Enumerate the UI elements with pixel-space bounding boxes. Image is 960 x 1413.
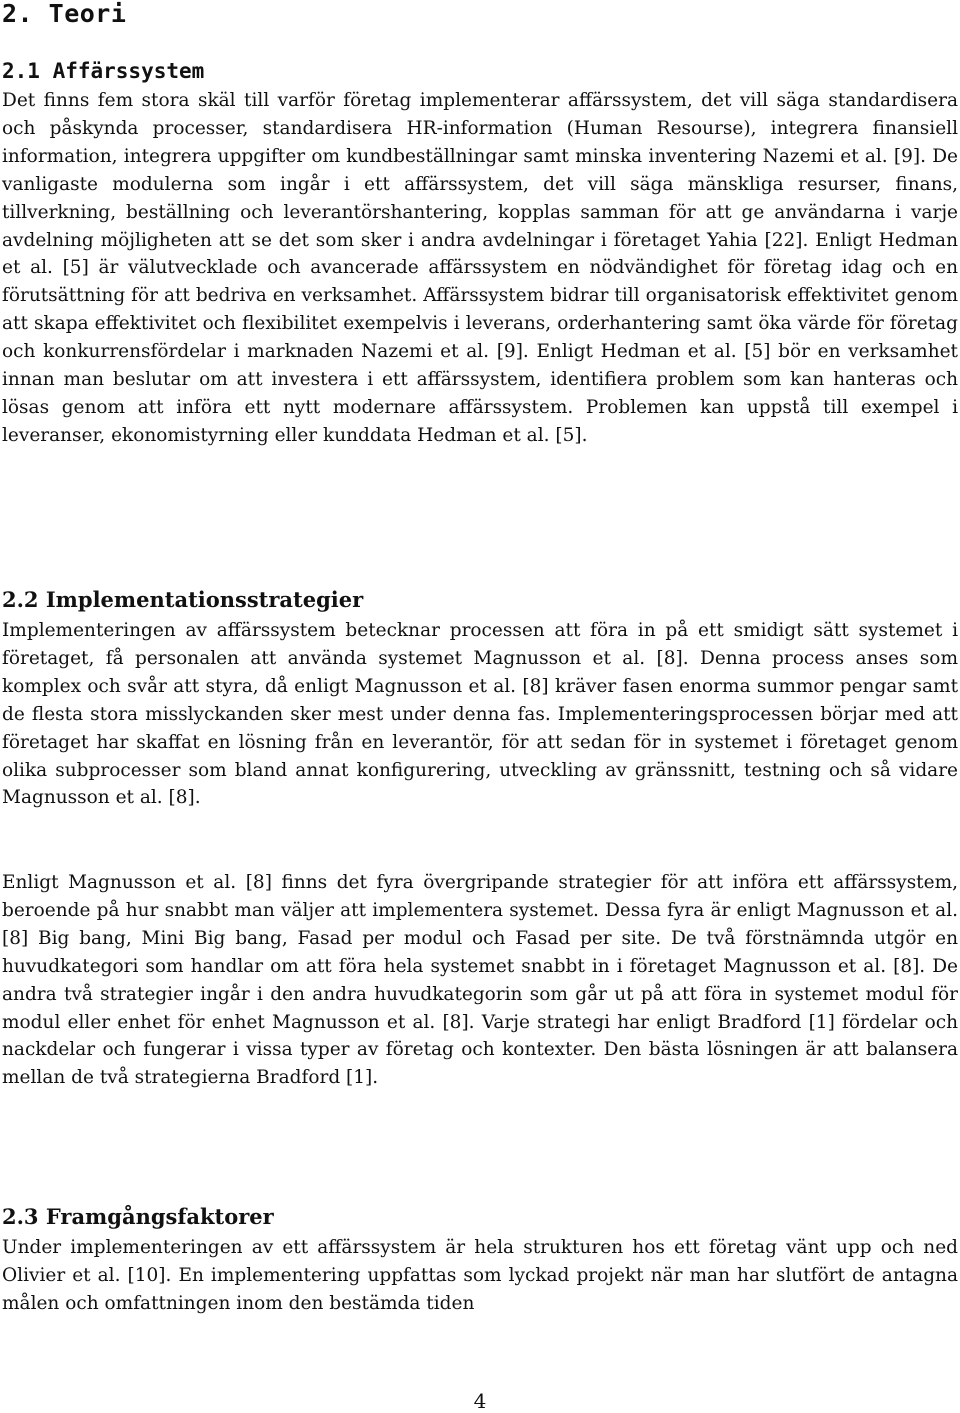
chapter-title: 2. Teori <box>2 0 127 28</box>
paragraph-affarssystem: Det finns fem stora skäl till varför företag implementerar affärssystem, det vill säga standardisera och påskynda processer, standardisera HR-information (Human Resourse), integrera finansiell information, integrera uppgifter om kundbeställningar samt minska inventering Nazemi et al. [9]. De vanligaste modulerna som ingår i ett affärssystem, det vill säga mänskliga resurser, finans, tillverkning, beställning och leverantörshantering, kopplas samman för att ge användarna i varje avdelning möjligheten att se det som sker i andra avdelningar i företaget Yahia [22]. Enligt Hedman et al. [5] är välutvecklade och avancerade affärssystem en nödvändighet för företag idag och en förutsättning för att bedriva en verksamhet. Affärssystem bidrar till organisatorisk effektivitet genom att skapa effektivitet och flexibilitet exempelvis i leverans, orderhantering samt öka värde för företag och konkurrensfördelar i marknaden Nazemi et al. [9]. Enligt Hedman et al. [5] bör en verksamhet innan man beslutar om att investera i ett affärssystem, identifiera problem som kan hanteras och lösas genom att införa ett nytt modernare affärssystem. Problemen kan uppstå till exempel i leveranser, ekonomistyrning eller kunddata Hedman et al. [5]. <box>2 90 958 446</box>
section-title-implementationsstrategier: 2.2 Implementationsstrategier <box>2 587 364 612</box>
paragraph-framgangsfaktorer: Under implementeringen av ett affärssystem är hela strukturen hos ett företag vänt upp och ned Olivier et al. [10]. En implementering uppfattas som lyckad projekt när man har slutfört de antagna målen och omfattningen inom den bestämda tiden <box>2 1237 958 1314</box>
section-title-affarssystem: 2.1 Affärssystem <box>2 59 205 83</box>
paragraph-strategier: Enligt Magnusson et al. [8] finns det fyra övergripande strategier för att införa ett affärssystem, beroende på hur snabbt man väljer att implementera systemet. Dessa fyra är enligt Magnusson et al. [8] Big bang, Mini Big bang, Fasad per modul och Fasad per site. De två förstnämnda utgör en huvudkategori som handlar om att föra hela systemet snabbt in i företaget Magnusson et al. [8]. De andra två strategier ingår i den andra huvudkategorin som går ut på att föra in systemet modul för modul eller enhet för enhet Magnusson et al. [8]. Varje strategi har enligt Bradford [1] fördelar och nackdelar och fungerar i vissa typer av företag och kontexter. Den bästa lösningen är att balansera mellan de två strategierna Bradford [1]. <box>2 872 958 1089</box>
page-number: 4 <box>473 1389 487 1413</box>
section-title-framgangsfaktorer: 2.3 Framgångsfaktorer <box>2 1204 274 1229</box>
paragraph-implementering: Implementeringen av affärssystem betecknar processen att föra in på ett smidigt sätt systemet i företaget, få personalen att använda systemet Magnusson et al. [8]. Denna process anses som komplex och svår att styra, då enligt Magnusson et al. [8] kräver fasen enorma summor pengar samt de flesta stora misslyckanden sker mest under denna fas. Implementeringsprocessen börjar med att företaget har skaffat en lösning från en leverantör, för att sedan för in systemet i företaget genom olika subprocesser som bland annat konfigurering, utveckling av gränssnitt, testning och så vidare Magnusson et al. [8]. <box>2 620 958 809</box>
